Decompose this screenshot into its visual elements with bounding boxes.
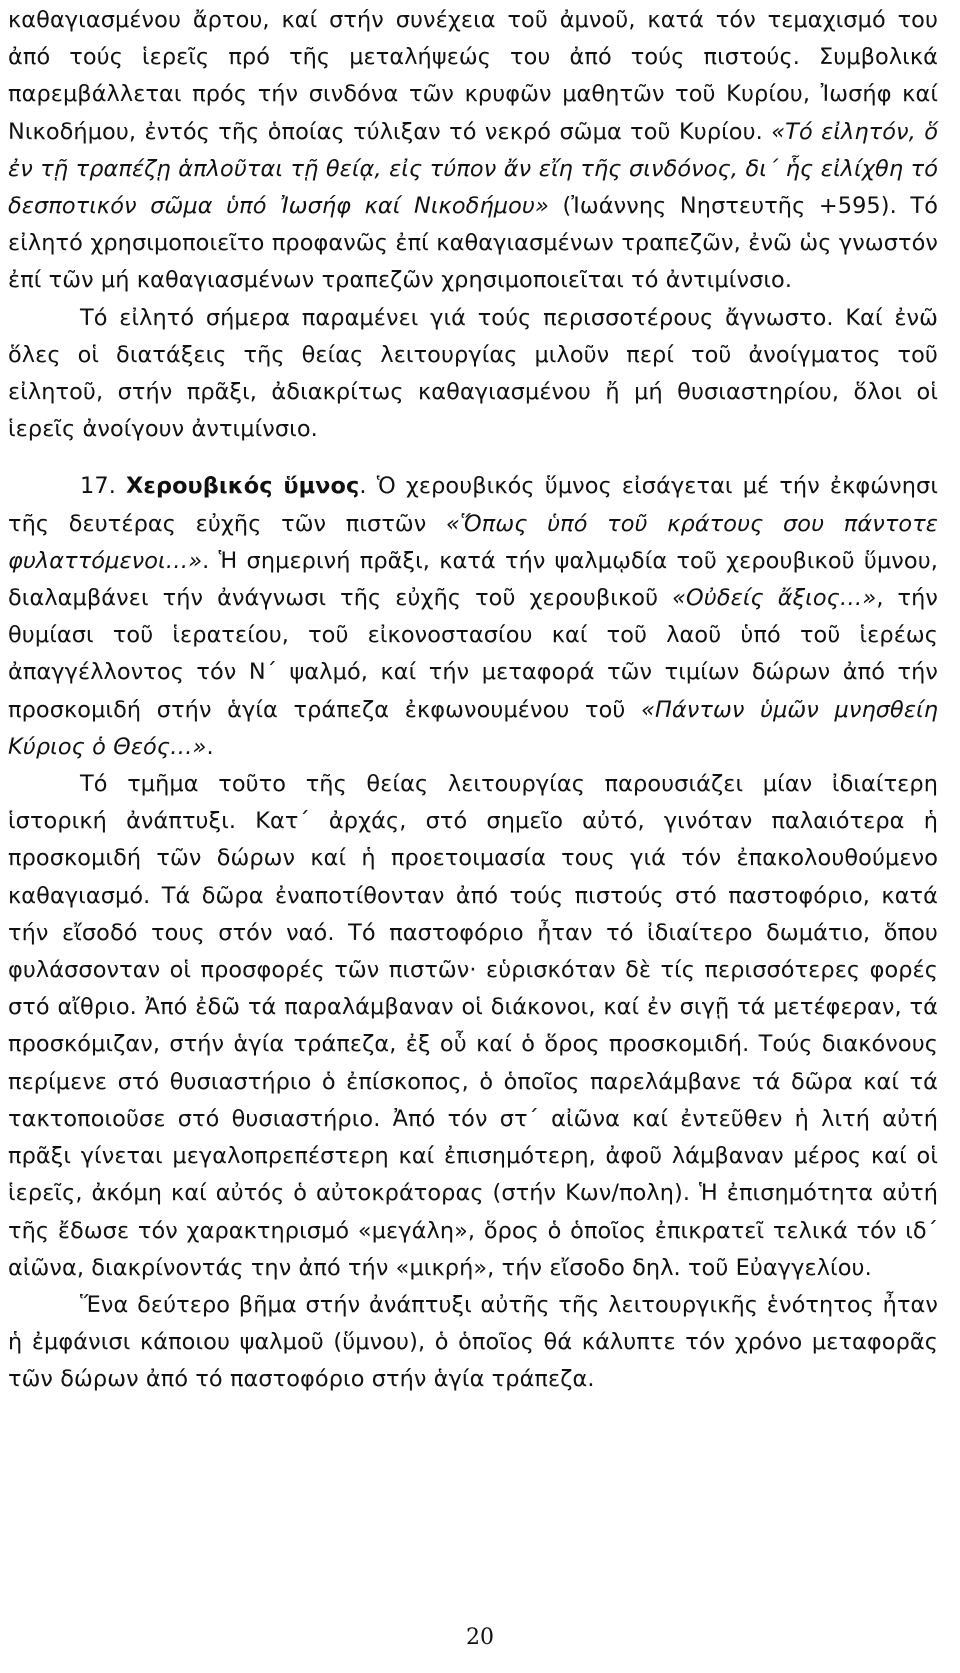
section-cherubic-hymn bbox=[8, 468, 938, 766]
section-title-end: . bbox=[359, 473, 377, 500]
quote-panton: «Πάντων ὑμῶν μνησθείη Κύριος ὁ Θεός…» bbox=[8, 696, 938, 760]
section-number: 17. bbox=[80, 473, 127, 500]
paragraph-text: . Ἡ σημερινή πρᾶξι, κατά τήν ψαλμῳδία τοῦ χερουβικοῦ ὕμνου, διαλαμβάνει τήν ἀνάγνωσι τῆς εὐχῆς τοῦ χερουβικοῦ bbox=[8, 547, 938, 612]
paragraph-text: (Ἰωάννης Νηστευτῆς +595). Τό εἰλητό χρησιμοποιεῖτο προφανῶς ἐπί καθαγιασμένων τραπεζῶν, ἐνῶ ὡς γνωστόν ἐπί τῶν μή καθαγιασμένων τραπεζῶν χρησιμοποιεῖται τό ἀντιμίνσιο. bbox=[8, 193, 938, 294]
paragraph-eiliton bbox=[8, 2, 938, 300]
quote-oudeis: «Οὐδείς ἄξιος…» bbox=[672, 585, 877, 612]
paragraph-text: καθαγιασμένου ἄρτου, καί στήν συνέχεια τοῦ ἀμνοῦ, κατά τόν τεμαχισμό του ἀπό τούς ἱερεῖς πρό τῆς μεταλήψεώς του ἀπό τούς πιστούς. Συμβολικά παρεμβάλλεται πρός τήν σινδόνα τῶν κρυφῶν μαθητῶν τοῦ Κυρίου, Ἰωσήφ καί Νικοδήμου, ἐντός τῆς ὁποίας τύλιξαν τό νεκρό σῶμα τοῦ Κυρίου. bbox=[8, 7, 938, 145]
section-title: Χερουβικός ὕμνος bbox=[126, 473, 360, 500]
page-number: 20 bbox=[466, 1625, 494, 1650]
paragraph-second-step: Ἕνα δεύτερο βῆμα στήν ἀνάπτυξι αὐτῆς τῆς λειτουργικῆς ἑνότητος ἦταν ἡ ἐμφάνισι κάποιου ψαλμοῦ (ὕμνου), ὁ ὁποῖος θά κάλυπτε τόν χρόνο μεταφορᾶς τῶν δώρων ἀπό τό παστοφόριο στήν ἁγία τράπεζα. bbox=[8, 1291, 938, 1393]
page-body bbox=[8, 2, 938, 1399]
paragraph-text: , τήν θυμίασι τοῦ ἱερατείου, τοῦ εἰκονοστασίου καί τοῦ λαοῦ ὑπό τοῦ ἱερέως ἀπαγγέλλοντος τόν Ν΄ ψαλμό, καί τήν μεταφορά τῶν τιμίων δώρων ἀπό τήν προσκομιδή στήν ἁγία τράπεζα ἐκφωνουμένου τοῦ bbox=[8, 585, 938, 723]
paragraph-eiliton-today: Τό εἰλητό σήμερα παραμένει γιά τούς περισσοτέρους ἄγνωστο. Καί ἐνῶ ὅλες οἱ διατάξεις τῆς θείας λειτουργίας μιλοῦν περί τοῦ ἀνοίγματος τοῦ εἰλητοῦ, στήν πρᾶξι, ἀδιακρίτως καθαγιασμένου ἤ μή θυσιαστηρίου, ὅλοι οἱ ἱερεῖς ἀνοίγουν ἀντιμίνσιο. bbox=[8, 304, 938, 443]
paragraph-history: Τό τμῆμα τοῦτο τῆς θείας λειτουργίας παρουσιάζει μίαν ἰδιαίτερη ἱστορική ἀνάπτυξι. Κατ΄ ἀρχάς, στό σημεῖο αὐτό, γινόταν παλαιότερα ἡ προσκομιδή τῶν δώρων καί ἡ προετοιμασία τους γιά τόν ἐπακολουθούμενο καθαγιασμό. Τά δῶρα ἐναποτίθονταν ἀπό τούς πιστούς στό παστοφόριο, κατά τήν εἴσοδό τους στόν ναό. Τό παστοφόριο ἦταν τό ἰδιαίτερο δωμάτιο, ὅπου φυλάσσονταν οἱ προσφορές τῶν πιστῶν· εὑρισκόταν δὲ τίς περισσότερες φορές στό αἴθριο. Ἀπό ἐδῶ τά παραλάμβαναν οἱ διάκονοι, καί ἐν σιγῇ τά μετέφεραν, τά προσκόμιζαν, στήν ἁγία τράπεζα, ἐξ οὗ καί ὁ ὅρος προσκομιδή. Τούς διακόνους περίμενε στό θυσιαστήριο ὁ ἐπίσκοπος, ὁ ὁποῖος παρελάμβανε τά δῶρα καί τά τακτοποιοῦσε στό θυσιαστήριο. Ἀπό τόν στ΄ αἰῶνα καί ἐντεῦθεν ἡ λιτή αὐτή πρᾶξι γίνεται μεγαλοπρεπέστερη καί ἐπισημότερη, ἀφοῦ λάμβαναν μέρος καί οἱ ἱερεῖς, ἀκόμη καί αὐτός ὁ αὐτοκράτορας (στήν Κων/πολη). Ἡ ἐπισημότητα αὐτή τῆς ἔδωσε τόν χαρακτηρισμό «μεγάλη», ὅρος ὁ ὁποῖος ἐπικρατεῖ τελικά τόν ιδ΄ αἰῶνα, διακρίνοντάς την ἀπό τήν «μικρή», τήν εἴσοδο δηλ. τοῦ Εὐαγγελίου. bbox=[8, 771, 938, 1281]
paragraph-text: Ὁ χερουβικός ὕμνος εἰσάγεται μέ τήν ἐκφώνησι τῆς δευτέρας εὐχῆς τῶν πιστῶν bbox=[8, 473, 938, 537]
quote-eiliton: «Τό εἰλητόν, ὅ ἐν τῇ τραπέζῃ ἁπλοῦται τῇ θείᾳ, εἰς τύπον ἄν εἴη τῆς σινδόνος, δι΄ ἧς εἰλίχθη τό δεσποτικόν σῶμα ὑπό Ἰωσήφ καί Νικοδήμου» bbox=[8, 118, 938, 220]
paragraph-text: . bbox=[206, 733, 214, 760]
quote-opos: «Ὅπως ὑπό τοῦ κράτους σου πάντοτε φυλαττόμενοι…» bbox=[8, 510, 938, 574]
